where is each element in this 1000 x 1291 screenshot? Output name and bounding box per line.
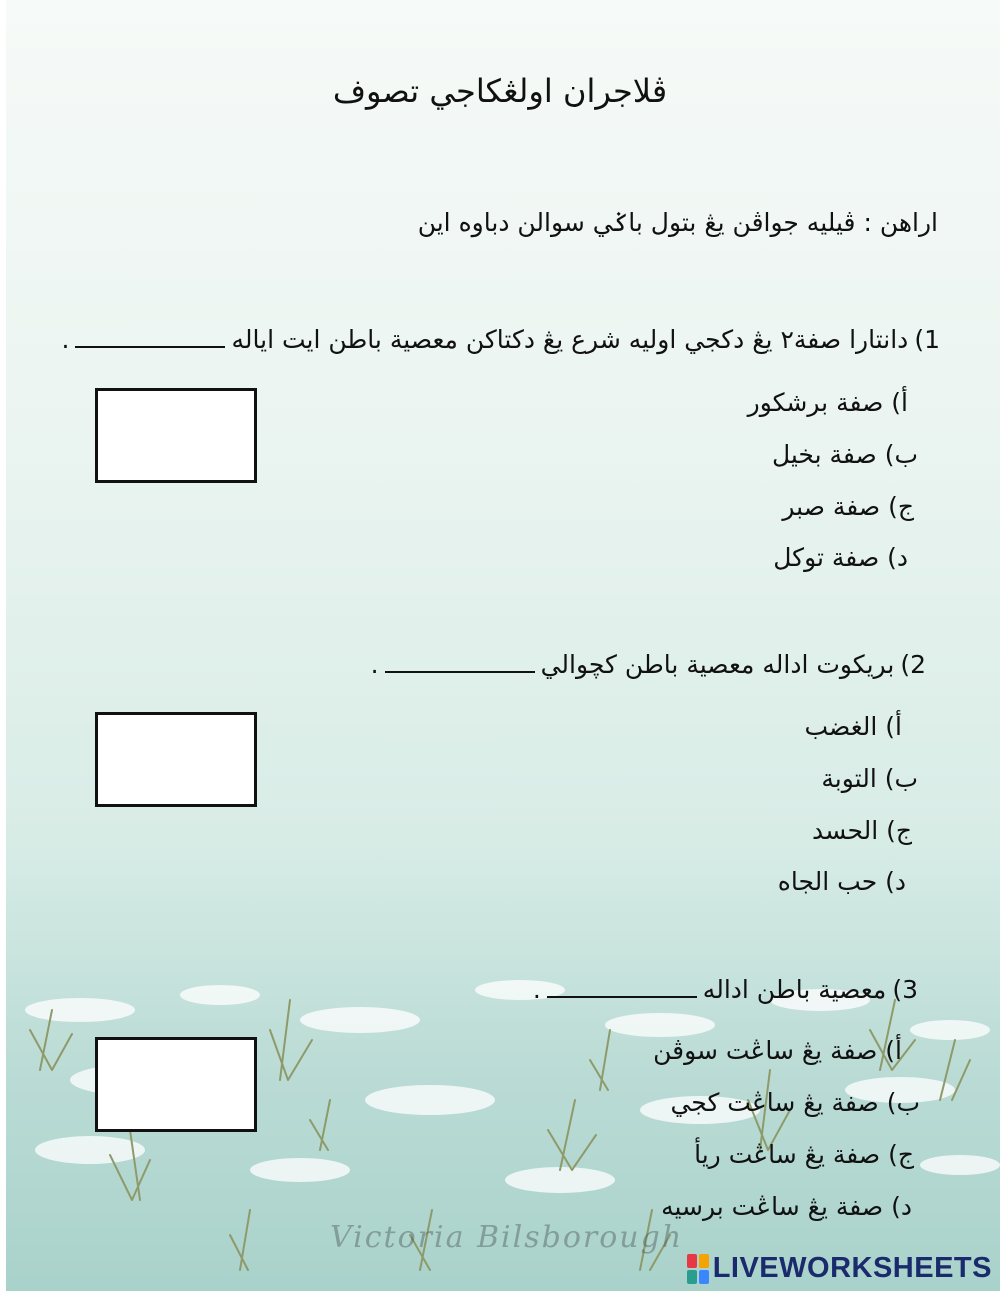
option-3c: ج) صفة يڠ ساڠت ريأ — [694, 1140, 914, 1169]
question-text: معصية باطن اداله — [702, 975, 887, 1004]
answer-box-1[interactable] — [95, 388, 257, 483]
question-end: . — [61, 325, 70, 354]
option-3b: ب) صفة يڠ ساڠت كجي — [670, 1088, 920, 1117]
question-end: . — [532, 975, 541, 1004]
option-2a: أ) الغضب — [804, 712, 902, 741]
option-1d: د) صفة توكل — [773, 543, 908, 572]
question-number: 2) — [900, 650, 926, 679]
option-3a: أ) صفة يڠ ساڠت سوڤن — [653, 1036, 902, 1065]
option-1c: ج) صفة صبر — [782, 492, 914, 521]
question-text: دانتارا صفة٢ يڠ دكجي اوليه شرع يڠ دكتاكن معصية باطن ايت اياله — [231, 325, 909, 354]
option-2d: د) حب الجاه — [777, 867, 906, 896]
question-3 — [533, 975, 918, 1004]
question-2 — [371, 650, 926, 679]
question-text: بريكوت اداله معصية باطن كچوالي — [540, 650, 895, 679]
option-3d: د) صفة يڠ ساڠت برسيه — [661, 1192, 912, 1221]
option-1b: ب) صفة بخيل — [771, 440, 918, 469]
fill-blank-line — [385, 653, 535, 673]
fill-blank-line — [547, 978, 697, 998]
answer-box-2[interactable] — [95, 712, 257, 807]
question-number: 1) — [914, 325, 940, 354]
fill-blank-line — [75, 328, 225, 348]
question-end: . — [370, 650, 379, 679]
liveworksheets-icon — [687, 1254, 709, 1284]
question-number: 3) — [892, 975, 918, 1004]
question-1 — [62, 325, 940, 354]
artist-signature: Victoria Bilsborough — [330, 1220, 684, 1255]
brand-name: LIVEWORKSHEETS — [712, 1252, 992, 1284]
option-2c: ج) الحسد — [812, 816, 912, 845]
page-title: ڤلاجران اولڠكاجي تصوف — [332, 72, 668, 110]
answer-box-3[interactable] — [95, 1037, 257, 1132]
instruction-text: اراهن : ڤيليه جواڤن يڠ بتول باݢي سوالن دباوه اين — [417, 208, 938, 237]
option-1a: أ) صفة برشكور — [747, 388, 908, 417]
liveworksheets-logo[interactable] — [687, 1252, 992, 1285]
option-2b: ب) التوبة — [821, 764, 918, 793]
